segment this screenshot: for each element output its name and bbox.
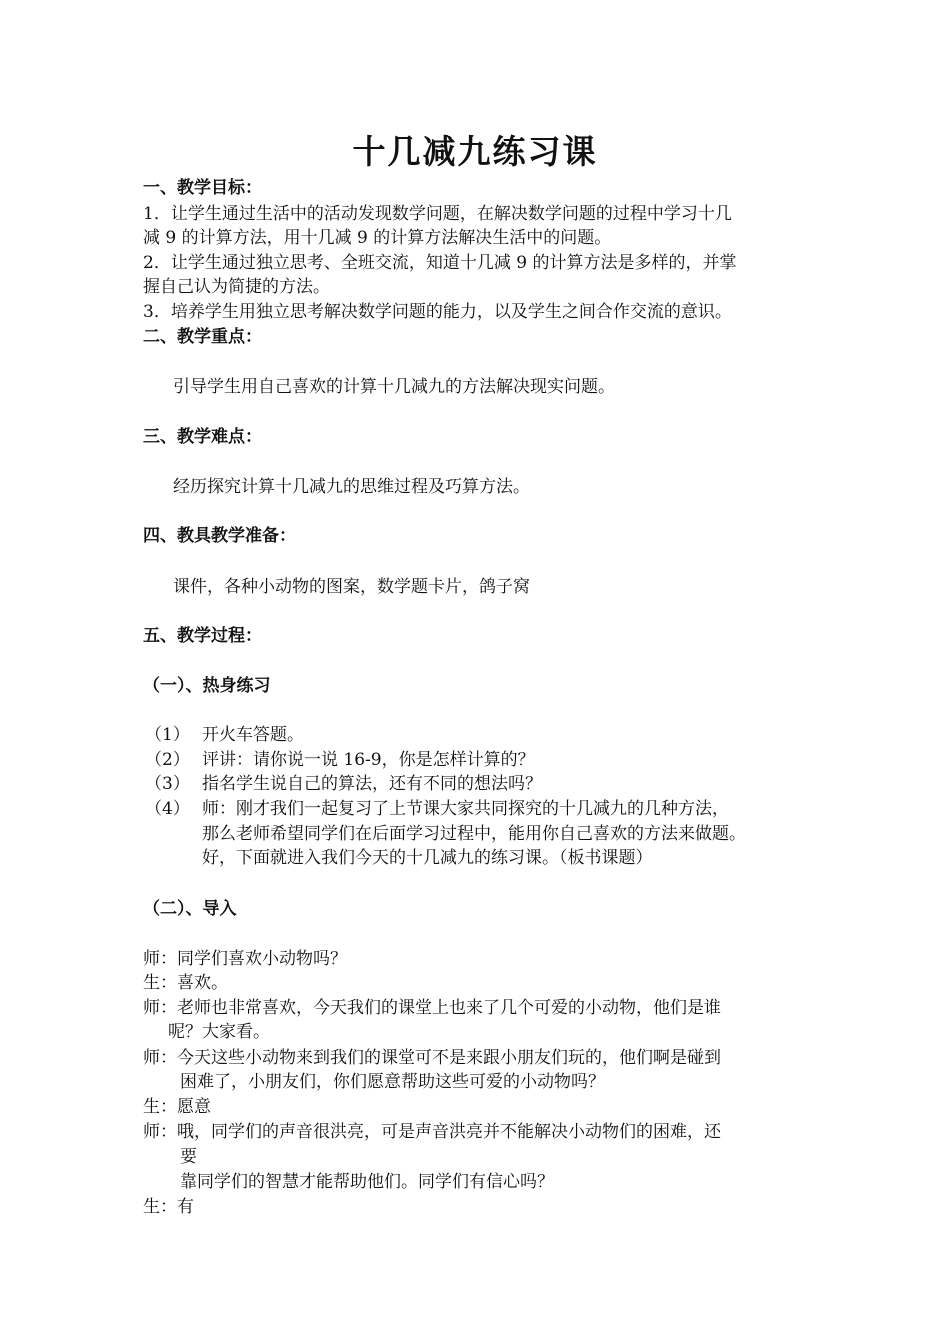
list-item-continuation: 好，下面就进入我们今天的十几减九的练习课。（板书课题） (202, 848, 653, 868)
subsection-2-heading: （二）、导入 (143, 899, 237, 919)
dialogue-line: 师：老师也非常喜欢，今天我们的课堂上也来了几个可爱的小动物，他们是谁 (143, 998, 721, 1018)
list-item-number: （1） (145, 725, 190, 745)
dialogue-continuation: 呢？大家看。 (168, 1022, 270, 1042)
list-item-text: 评讲：请你说一说 16-9，你是怎样计算的？ (202, 750, 535, 770)
section-5-heading: 五、教学过程： (143, 626, 262, 646)
objective-2-line-2: 握自己认为简捷的方法。 (143, 277, 330, 297)
objective-1-line-2: 减 9 的计算方法，用十几减 9 的计算方法解决生活中的问题。 (143, 228, 612, 248)
section-3-heading: 三、教学难点： (143, 427, 262, 447)
section-4-heading: 四、教具教学准备： (143, 526, 296, 546)
list-item-text: 指名学生说自己的算法，还有不同的想法吗？ (202, 774, 542, 794)
dialogue-line: 生：愿意 (143, 1097, 211, 1117)
subsection-1-heading: （一）、热身练习 (143, 676, 271, 696)
list-item-number: （2） (145, 750, 190, 770)
list-item-number: （4） (145, 799, 190, 819)
list-item-text: 开火车答题。 (202, 725, 304, 745)
objective-2-line-1: 2．让学生通过独立思考、全班交流，知道十几减 9 的计算方法是多样的，并掌 (143, 253, 737, 273)
page-title: 十几减九练习课 (352, 132, 598, 171)
dialogue-continuation: 靠同学们的智慧才能帮助他们。同学们有信心吗？ (180, 1172, 554, 1192)
dialogue-line: 师：同学们喜欢小动物吗？ (143, 949, 347, 969)
section-3-body: 经历探究计算十几减九的思维过程及巧算方法。 (173, 477, 530, 497)
dialogue-continuation: 要 (180, 1147, 197, 1167)
section-2-body: 引导学生用自己喜欢的计算十几减九的方法解决现实问题。 (173, 377, 615, 397)
dialogue-line: 生：有 (143, 1197, 194, 1217)
list-item-number: （3） (145, 774, 190, 794)
section-4-body: 课件，各种小动物的图案，数学题卡片，鸽子窝 (173, 577, 530, 597)
section-2-heading: 二、教学重点： (143, 327, 262, 347)
dialogue-line: 师：哦，同学们的声音很洪亮，可是声音洪亮并不能解决小动物们的困难，还 (143, 1122, 721, 1142)
objective-1-line-1: 1．让学生通过生活中的活动发现数学问题，在解决数学问题的过程中学习十几 (143, 204, 732, 224)
dialogue-line: 师：今天这些小动物来到我们的课堂可不是来跟小朋友们玩的，他们啊是碰到 (143, 1048, 721, 1068)
list-item-continuation: 那么老师希望同学们在后面学习过程中，能用你自己喜欢的方法来做题。 (202, 824, 746, 844)
list-item-text: 师：刚才我们一起复习了上节课大家共同探究的十几减九的几种方法， (202, 799, 729, 819)
dialogue-continuation: 困难了，小朋友们，你们愿意帮助这些可爱的小动物吗？ (180, 1072, 605, 1092)
section-1-heading: 一、教学目标： (143, 178, 262, 198)
dialogue-line: 生：喜欢。 (143, 973, 228, 993)
objective-3: 3．培养学生用独立思考解决数学问题的能力，以及学生之间合作交流的意识。 (143, 302, 732, 322)
